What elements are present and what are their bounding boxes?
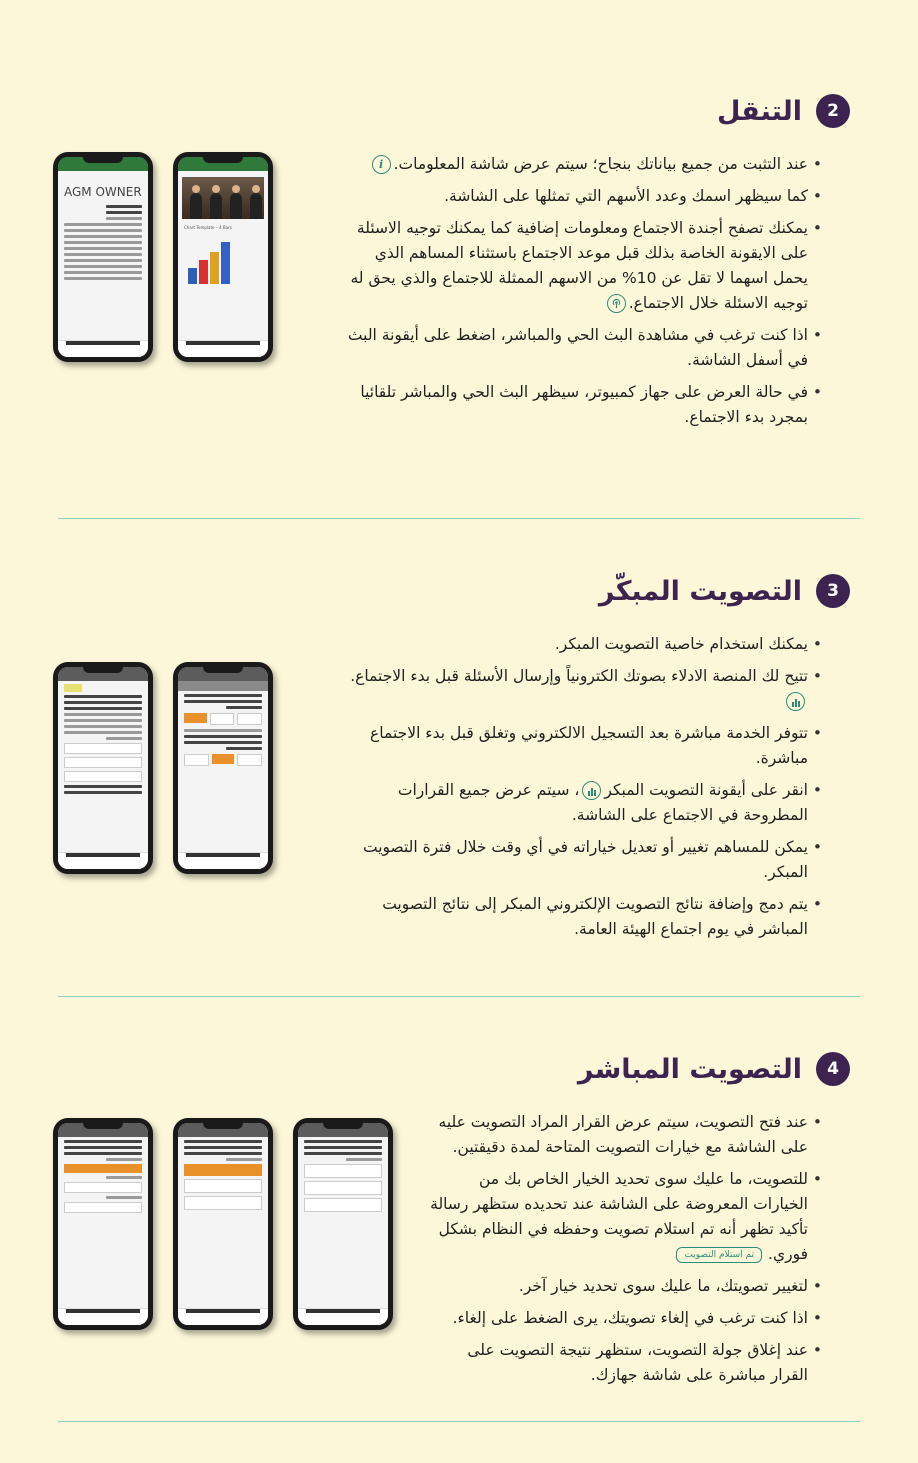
- phone-meeting-chart: [173, 152, 273, 362]
- section-title: التصويت المباشر: [577, 1053, 802, 1085]
- divider: [58, 1421, 860, 1422]
- phone-live-vote-selected: [173, 1118, 273, 1330]
- list-item: • كما سيظهر اسمك وعدد الأسهم التي تمثلها على الشاشة.: [342, 184, 822, 209]
- phone-live-vote-options: [293, 1118, 393, 1330]
- list-item: • عند فتح التصويت، سيتم عرض القرار المراد التصويت عليه على الشاشة مع خيارات التصويت المتاحة لمدة دقيقتين.: [426, 1110, 822, 1160]
- bullet-list: [342, 632, 822, 949]
- list-item: • اذا كنت ترغب في إلغاء تصويتك، يرى الضغط على إلغاء.: [426, 1306, 822, 1331]
- section-header: [599, 574, 850, 608]
- list-item: • لتغيير تصويتك، ما عليك سوى تحديد خيار آخر.: [426, 1274, 822, 1299]
- section-header: [717, 94, 850, 128]
- list-item: • يمكنك استخدام خاصية التصويت المبكر.: [342, 632, 822, 657]
- list-item: • يتم دمج وإضافة نتائج التصويت الإلكتروني المبكر إلى نتائج التصويت المباشر في يوم اجتماع الهيئة العامة.: [342, 892, 822, 942]
- list-item: • تتوفر الخدمة مباشرة بعد التسجيل الالكتروني وتغلق قبل بدء الاجتماع مباشرة.: [342, 721, 822, 771]
- meeting-photo: [182, 177, 264, 219]
- list-item: • تتيح لك المنصة الادلاء بصوتك الكترونياً وإرسال الأسئلة قبل بدء الاجتماع.: [342, 664, 822, 714]
- list-item: • يمكن للمساهم تغيير أو تعديل خياراته في أي وقت خلال فترة التصويت المبكر.: [342, 835, 822, 885]
- list-item: • للتصويت، ما عليك سوى تحديد الخيار الخاص بك من الخيارات المعروضة على الشاشة عند تحديده ستظهر رسالة تأكيد تظهر أنه تم استلام تصويت وحفظه في النظام بشكل فوري.تم استلام التصويت: [426, 1167, 822, 1267]
- list-item: • انقر على أيقونة التصويت المبكر ، سيتم عرض جميع القرارات المطروحة في الاجتماع على الشاشة.: [342, 778, 822, 828]
- info-icon: i: [372, 155, 391, 174]
- section-title: التنقل: [717, 95, 802, 127]
- section-header: [578, 1052, 850, 1086]
- chart-caption: Chart Template – 4 Bars: [184, 225, 232, 230]
- bullet-list: [426, 1110, 822, 1395]
- bar-chart-thumbnail: [184, 236, 262, 284]
- phone-live-vote-results: [53, 1118, 153, 1330]
- section-navigation: [0, 0, 918, 520]
- list-item: • يمكنك تصفح أجندة الاجتماع ومعلومات إضافية كما يمكنك توجيه الاسئلة على الايقونة الخاصة بذلك قبل موعد الاجتماع باستثناء المساهم الذي يحمل اسهما لا تقل عن 10% من الاسهم الممثلة للاجتماع والذي يحق له توجيه الاسئلة خلال الاجتماع.: [342, 216, 822, 316]
- divider: [58, 518, 860, 519]
- phone-agm-owner: [53, 152, 153, 362]
- section-live-voting: [0, 998, 918, 1463]
- broadcast-icon: [607, 294, 626, 313]
- divider: [58, 996, 860, 997]
- phone-early-vote-list: [53, 662, 153, 874]
- phone-early-vote-options: [173, 662, 273, 874]
- list-item: • اذا كنت ترغب في مشاهدة البث الحي والمباشر، اضغط على أيقونة البث في أسفل الشاشة.: [342, 323, 822, 373]
- section-number: 3: [816, 574, 850, 608]
- list-item: • عند إغلاق جولة التصويت، ستظهر نتيجة التصويت على القرار مباشرة على شاشة جهازك.: [426, 1338, 822, 1388]
- section-title: التصويت المبكّر: [598, 575, 802, 607]
- list-item: • عند التثبت من جميع بياناتك بنجاح؛ سيتم عرض شاشة المعلومات.i: [342, 152, 822, 177]
- bullet-list: [342, 152, 822, 437]
- agm-owner-title: AGM OWNER: [64, 185, 142, 199]
- vote-chart-icon: [786, 692, 805, 711]
- vote-chart-icon: [582, 781, 601, 800]
- section-early-voting: [0, 520, 918, 998]
- vote-received-badge: تم استلام التصويت: [676, 1247, 762, 1263]
- section-number: 4: [816, 1052, 850, 1086]
- list-item: • في حالة العرض على جهاز كمبيوتر، سيظهر البث الحي والمباشر تلقائيا بمجرد بدء الاجتماع.: [342, 380, 822, 430]
- section-number: 2: [816, 94, 850, 128]
